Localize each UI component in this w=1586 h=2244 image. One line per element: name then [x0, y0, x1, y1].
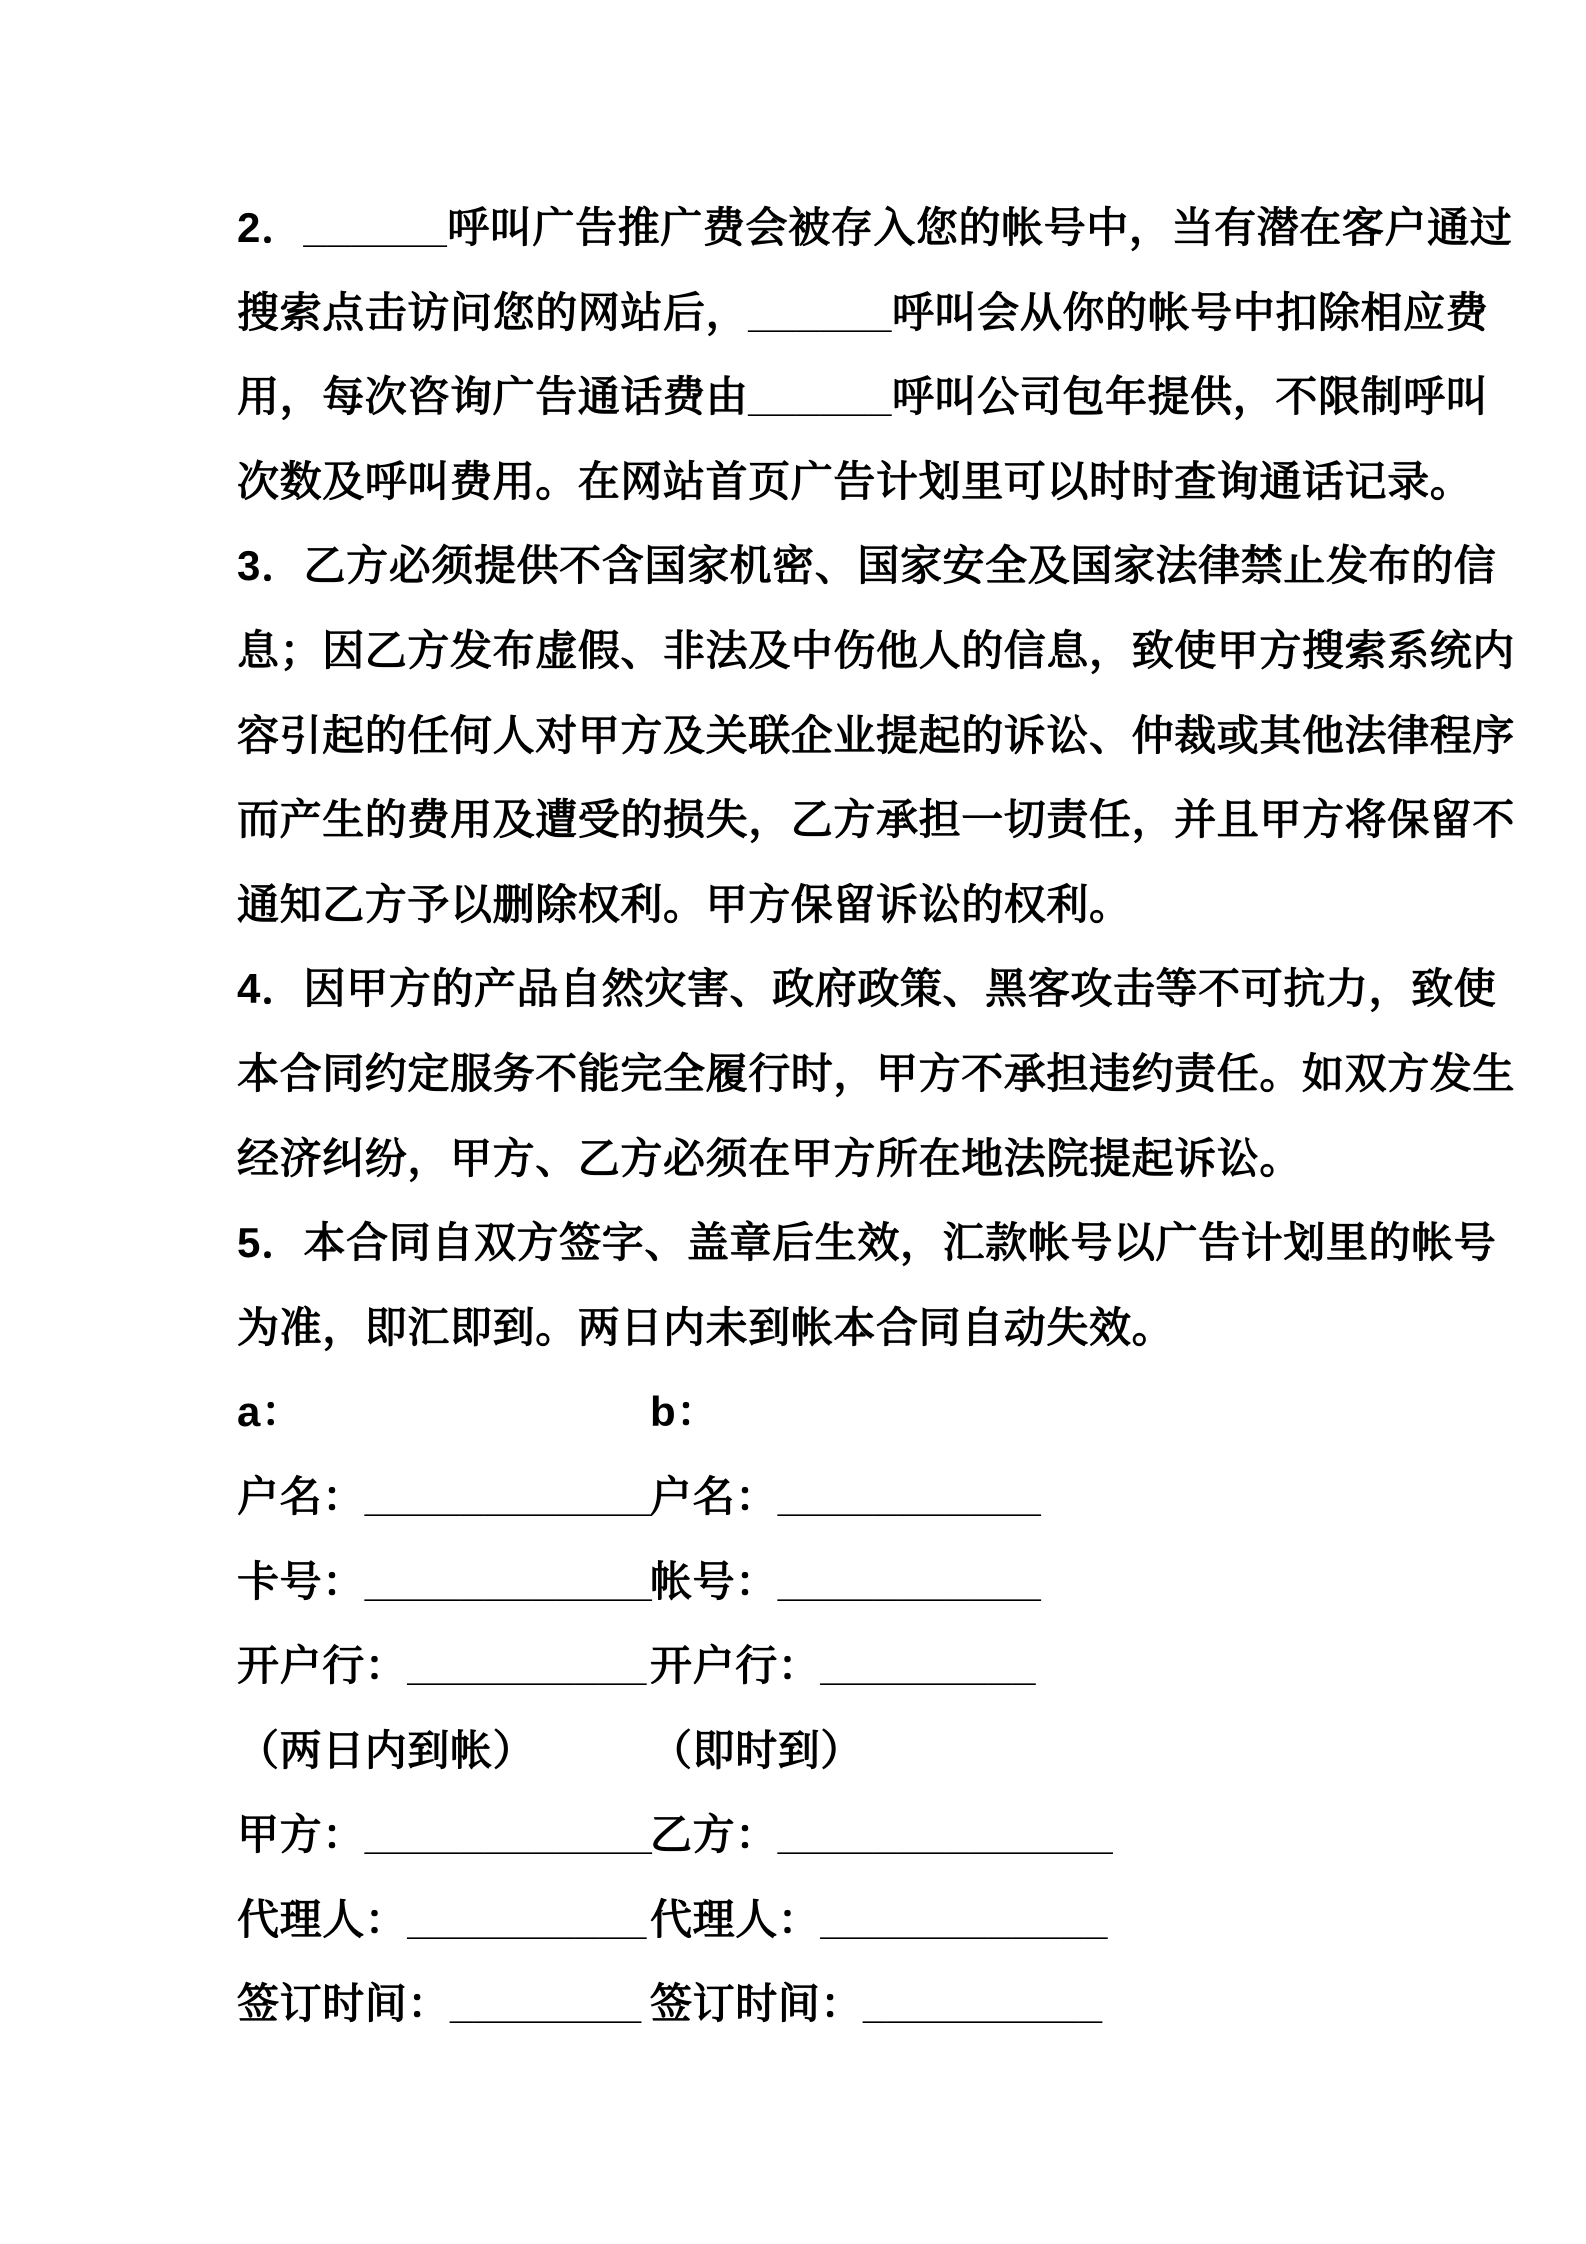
- agent-field-a: 代理人：__________: [237, 1895, 647, 1943]
- signature-row-party-letters: [237, 1370, 1417, 1455]
- bank-branch-field-b: 开户行：_________: [650, 1642, 1037, 1690]
- clause-3-line-2: 息；因乙方发布虚假、非法及中伤他人的信息，致使甲方搜索系统内: [237, 626, 1516, 674]
- card-number-field-a: 卡号：____________: [237, 1557, 653, 1605]
- account-name-field-a: 户名：____________: [237, 1472, 653, 1520]
- signature-row-arrival-note: [237, 1709, 1417, 1794]
- clause-2: [237, 186, 1513, 524]
- signature-row-party-signature: [237, 1793, 1417, 1878]
- arrival-note-a: （两日内到帐）: [237, 1726, 536, 1774]
- clause-2-line-4: 次数及呼叫费用。在网站首页广告计划里可以时时查询通话记录。: [237, 457, 1473, 505]
- signature-block: [237, 1370, 1417, 2047]
- clause-4-line-1: 4．因甲方的产品自然灾害、政府政策、黑客攻击等不可抗力，致使: [237, 965, 1497, 1013]
- signature-row-account-name: [237, 1455, 1417, 1540]
- clause-3-line-1: 3．乙方必须提供不含国家机密、国家安全及国家法律禁止发布的信: [237, 542, 1497, 590]
- signature-row-signing-date: [237, 1962, 1417, 2047]
- clause-3: [237, 524, 1516, 947]
- clause-4-line-2: 本合同约定服务不能完全履行时，甲方不承担违约责任。如双方发生: [237, 1049, 1516, 1097]
- clause-2-line-1: 2．______呼叫广告推广费会被存入您的帐号中，当有潜在客户通过: [237, 204, 1513, 251]
- contract-body: [237, 186, 1516, 2047]
- clause-3-line-4: 而产生的费用及遭受的损失，乙方承担一切责任，并且甲方将保留不: [237, 796, 1516, 844]
- party-a-label: a：: [237, 1388, 304, 1436]
- clause-5: [237, 1201, 1497, 1370]
- clause-4-line-3: 经济纠纷，甲方、乙方必须在甲方所在地法院提起诉讼。: [237, 1134, 1303, 1182]
- signing-date-field-a: 签订时间：________: [237, 1980, 642, 2028]
- signature-row-agent: [237, 1878, 1417, 1963]
- party-b-signature-field: 乙方：______________: [650, 1811, 1114, 1859]
- clause-5-line-2: 为准，即汇即到。两日内未到帐本合同自动失效。: [237, 1303, 1175, 1351]
- clause-4: [237, 947, 1516, 1201]
- clause-5-line-1: 5．本合同自双方签字、盖章后生效，汇款帐号以广告计划里的帐号: [237, 1219, 1497, 1267]
- arrival-note-b: （即时到）: [650, 1726, 864, 1774]
- clause-2-line-2: 搜索点击访问您的网站后，______呼叫会从你的帐号中扣除相应费: [237, 288, 1489, 336]
- bank-branch-field-a: 开户行：__________: [237, 1642, 647, 1690]
- signature-row-bank-branch: [237, 1624, 1417, 1709]
- account-name-field-b: 户名：___________: [650, 1472, 1042, 1520]
- party-a-signature-field: 甲方：____________: [237, 1811, 653, 1859]
- signature-row-card-number: [237, 1540, 1417, 1625]
- signing-date-field-b: 签订时间：__________: [650, 1980, 1103, 2028]
- agent-field-b: 代理人：____________: [650, 1895, 1108, 1943]
- party-b-label: b：: [650, 1388, 719, 1436]
- account-number-field-b: 帐号：___________: [650, 1557, 1042, 1605]
- clause-3-line-3: 容引起的任何人对甲方及关联企业提起的诉讼、仲裁或其他法律程序: [237, 711, 1516, 759]
- clause-2-line-3: 用，每次咨询广告通话费由______呼叫公司包年提供，不限制呼叫: [237, 373, 1489, 421]
- clause-3-line-5: 通知乙方予以删除权利。甲方保留诉讼的权利。: [237, 880, 1132, 928]
